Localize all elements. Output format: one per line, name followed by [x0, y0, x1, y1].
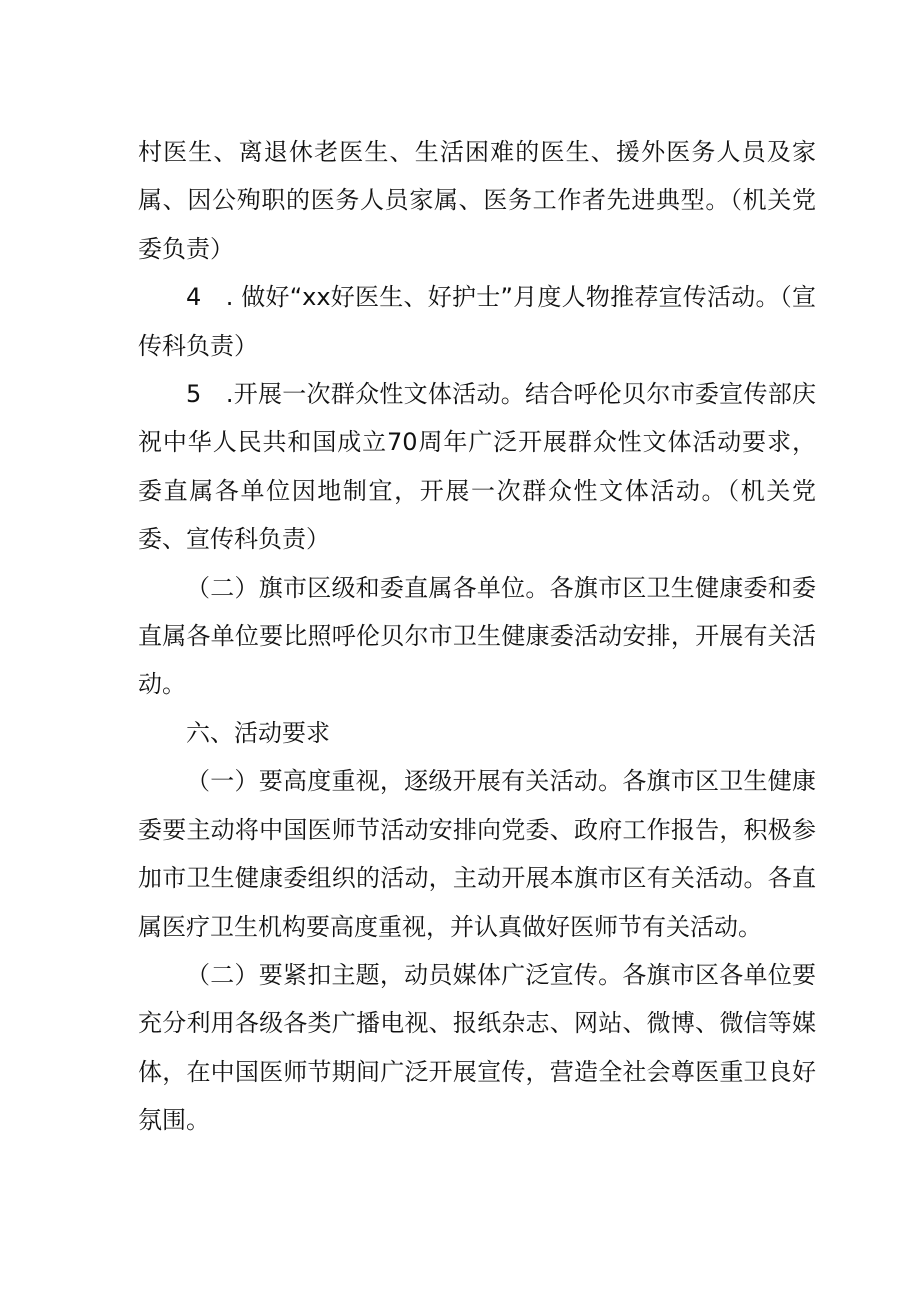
paragraph-section-2	[138, 564, 816, 709]
paragraph-text: （二）旗市区级和委直属各单位。各旗市区卫生健康委和委直属各单位要比照呼伦贝尔市卫生健康委活动安排，开展有关活动。	[138, 573, 816, 699]
paragraph-text: 村医生、离退休老医生、生活困难的医生、援外医务人员及家属、因公殉职的医务人员家属、医务工作者先进典型。（机关党委负责）	[138, 138, 816, 263]
paragraph-text: （一）要高度重视，逐级开展有关活动。各旗市区卫生健康委要主动将中国医师节活动安排向党委、政府工作报告，积极参加市卫生健康委组织的活动，主动开展本旗市区有关活动。各直属医疗卫生机构要高度重视，并认真做好医师节有关活动。	[138, 767, 816, 941]
paragraph-continuation	[138, 128, 816, 273]
heading-text: 六、活动要求	[186, 718, 330, 747]
paragraph-requirement-2	[138, 951, 816, 1145]
paragraph-requirement-1	[138, 757, 816, 951]
paragraph-text: （二）要紧扣主题，动员媒体广泛宣传。各旗市区各单位要充分利用各级各类广播电视、报纸杂志、网站、微博、微信等媒体，在中国医师节期间广泛开展宣传，营造全社会尊医重卫良好氛围。	[138, 960, 816, 1135]
paragraph-text: 4 . 做好“xx好医生、好护士”月度人物推荐宣传活动。（宣传科负责）	[138, 283, 816, 360]
heading-activity-requirements	[138, 709, 816, 757]
paragraph-item-4	[138, 273, 816, 370]
paragraph-text: 5 .开展一次群众性文体活动。结合呼伦贝尔市委宣传部庆祝中华人民共和国成立70周年广泛开展群众性文体活动要求，委直属各单位因地制宜，开展一次群众性文体活动。（机关党委、宣传科负责）	[138, 380, 816, 554]
paragraph-item-5	[138, 370, 816, 564]
